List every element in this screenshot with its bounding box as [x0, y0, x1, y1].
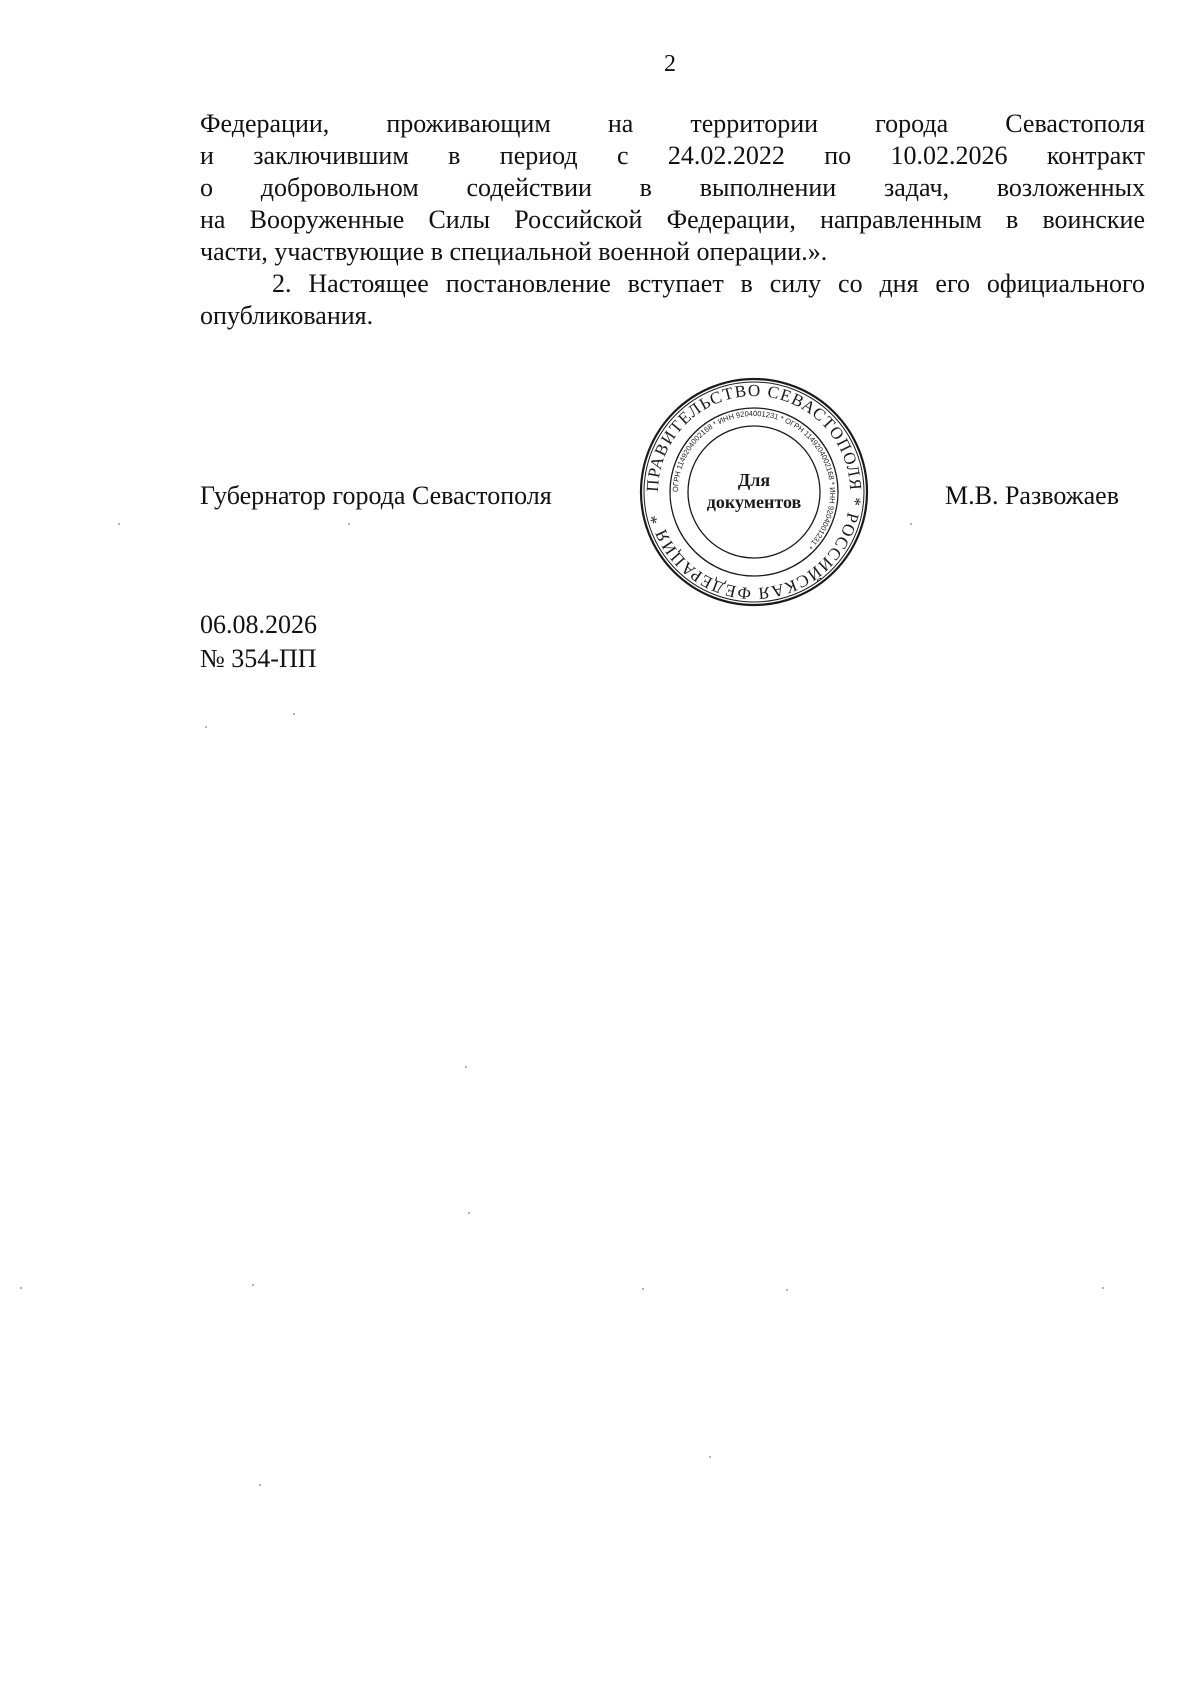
scan-speck [786, 1289, 788, 1291]
paragraph-2 [200, 268, 1145, 332]
paragraph-1-line: и заключившим в период с 24.02.2022 по 10.02.2026 контракт [200, 141, 1145, 170]
scan-speck [205, 726, 207, 728]
seal-outer-text: ПРАВИТЕЛЬСТВО СЕВАСТОПОЛЯ * РОССИЙСКАЯ ФЕДЕРАЦИЯ * [642, 380, 866, 604]
paragraph-2-last-line: опубликования. [200, 301, 374, 330]
paragraph-1-line: о добровольном содействии в выполнении задач, возложенных [200, 173, 1145, 202]
scan-speck [20, 1287, 22, 1289]
seal-center-line-2: документов [706, 492, 802, 512]
seal-inner-text: ОГРН 1149204002168 * ИНН 9204001231 * ОГРН 1149204002168 * ИНН 9204001231 * [670, 408, 838, 552]
paragraph-1 [200, 108, 1145, 268]
scan-speck [910, 523, 912, 525]
scan-speck [468, 1212, 470, 1214]
document-reference [200, 608, 317, 676]
scan-speck [118, 523, 120, 525]
paragraph-1-line: на Вооруженные Силы Российской Федерации, направленным в воинские [200, 205, 1145, 234]
signer-title: Губернатор города Севастополя [200, 481, 552, 510]
document-body [200, 108, 1145, 332]
scan-speck [1102, 1287, 1104, 1289]
scan-speck [348, 523, 350, 525]
document-number: № 354-ПП [200, 644, 317, 673]
signer-name: М.В. Развожаев [945, 481, 1120, 510]
scan-speck [293, 713, 295, 715]
scan-speck [709, 1456, 711, 1458]
document-date: 06.08.2026 [200, 610, 317, 639]
paragraph-1-line: Федерации, проживающим на территории города Севастополя [200, 109, 1145, 138]
scan-speck [252, 1284, 254, 1286]
seal-center-line-1: Для [737, 470, 771, 490]
seal-graphic [638, 376, 870, 608]
page-number: 2 [664, 51, 676, 77]
official-seal [638, 376, 870, 608]
scan-speck [642, 1288, 644, 1290]
paragraph-1-last-line: части, участвующие в специальной военной операции.». [200, 237, 828, 266]
paragraph-2-line: 2. Настоящее постановление вступает в силу со дня его официального [272, 269, 1145, 298]
scan-speck [259, 1484, 261, 1486]
scan-speck [465, 1066, 467, 1068]
